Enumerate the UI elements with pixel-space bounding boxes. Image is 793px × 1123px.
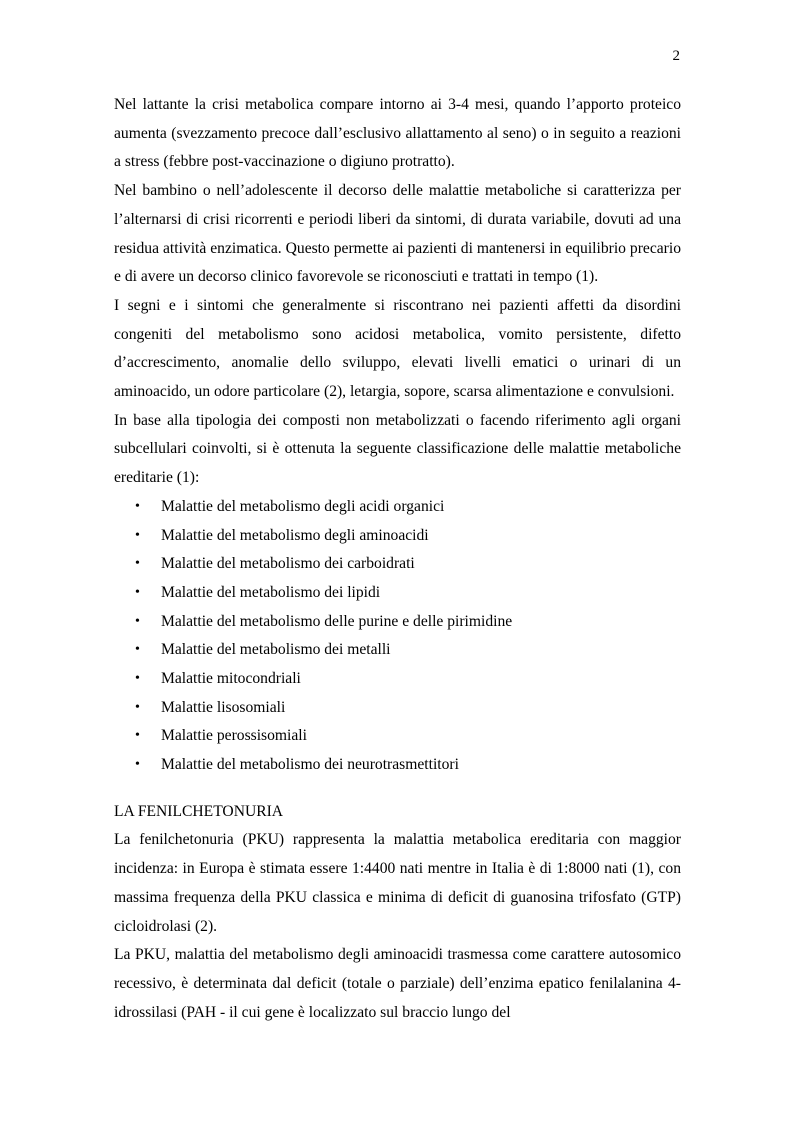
list-item-text: Malattie del metabolismo dei neurotrasmettitori <box>161 756 459 774</box>
list-item-text: Malattie del metabolismo dei carboidrati <box>161 555 415 573</box>
list-item <box>114 522 681 551</box>
paragraph: La PKU, malattia del metabolismo degli aminoacidi trasmessa come carattere autosomico recessivo, è determinata dal deficit (totale o parziale) dell’enzima epatico fenilalanina 4-idrossilasi (PAH - il cui gene è localizzato sul braccio lungo del <box>114 946 681 1021</box>
bullet-icon: • <box>135 670 140 686</box>
bullet-icon: • <box>135 613 140 629</box>
list-item <box>114 751 681 780</box>
list-item <box>114 636 681 665</box>
list-item <box>114 493 681 522</box>
list-item-text: Malattie lisosomiali <box>161 698 286 716</box>
bullet-icon: • <box>135 498 140 514</box>
list-item-text: Malattie del metabolismo dei lipidi <box>161 583 381 601</box>
list-item <box>114 608 681 637</box>
paragraph: Nel lattante la crisi metabolica compare intorno ai 3-4 mesi, quando l’apporto proteico aumenta (svezzamento precoce dall’esclusivo allattamento al seno) o in seguito a reazioni a stress (febbre post-vaccinazione o digiuno protratto). <box>114 96 681 171</box>
bullet-icon: • <box>135 527 140 543</box>
classification-list <box>114 493 681 780</box>
bullet-icon: • <box>135 642 140 658</box>
list-item <box>114 550 681 579</box>
page-number: 2 <box>672 48 680 64</box>
list-item <box>114 665 681 694</box>
bullet-icon: • <box>135 757 140 773</box>
list-item-text: Malattie del metabolismo degli acidi organici <box>161 497 445 515</box>
bullet-icon: • <box>135 699 140 715</box>
document-body <box>114 91 681 1027</box>
bullet-icon: • <box>135 584 140 600</box>
list-item-text: Malattie perossisomiali <box>161 727 307 745</box>
list-item-text: Malattie mitocondriali <box>161 669 301 687</box>
list-item <box>114 579 681 608</box>
paragraph: Nel bambino o nell’adolescente il decorso delle malattie metaboliche si caratterizza per l’alternarsi di crisi ricorrenti e periodi liberi da sintomi, di durata variabile, dovuti ad una residua attività enzimatica. Questo permette ai pazienti di mantenersi in equilibrio precario e di avere un decorso clinico favorevole se riconosciuti e trattati in tempo (1). <box>114 182 681 286</box>
list-item-text: Malattie del metabolismo delle purine e delle pirimidine <box>161 612 513 630</box>
paragraph: In base alla tipologia dei composti non metabolizzati o facendo riferimento agli organi subcellulari coinvolti, si è ottenuta la seguente classificazione delle malattie metaboliche ereditarie (1): <box>114 411 681 487</box>
paragraph: I segni e i sintomi che generalmente si riscontrano nei pazienti affetti da disordini congeniti del metabolismo sono acidosi metabolica, vomito persistente, difetto d’accrescimento, anomalie dello sviluppo, elevati livelli ematici o urinari di un aminoacido, un odore particolare (2), letargia, sopore, scarsa alimentazione e convulsioni. <box>114 296 681 401</box>
list-item-text: Malattie del metabolismo degli aminoacidi <box>161 526 429 544</box>
section-heading: LA FENILCHETONURIA <box>114 802 284 820</box>
bullet-icon: • <box>135 556 140 572</box>
bullet-icon: • <box>135 728 140 744</box>
list-item-text: Malattie del metabolismo dei metalli <box>161 641 391 659</box>
list-item <box>114 694 681 723</box>
paragraph: La fenilchetonuria (PKU) rappresenta la malattia metabolica ereditaria con maggior incidenza: in Europa è stimata essere 1:4400 nati mentre in Italia è di 1:8000 nati (1), con massima frequenza della PKU classica e minima di deficit di guanosina trifosfato (GTP) cicloidrolasi (2). <box>114 831 681 935</box>
list-item <box>114 722 681 751</box>
